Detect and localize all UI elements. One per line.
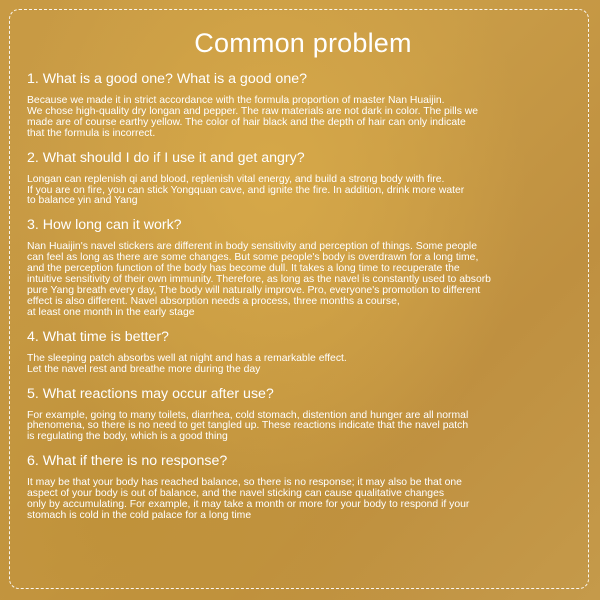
answer-line: made are of course earthy yellow. The color of hair black and the depth of hair can only indicate	[27, 116, 466, 128]
answer-line: Nan Huaijin's navel stickers are different in body sensitivity and perception of things. Some people	[27, 241, 477, 253]
answer-line: can feel as long as there are some changes. But some people's body is overdrawn for a long time,	[27, 252, 479, 264]
answer-line: We chose high-quality dry longan and pepper. The raw materials are not dark in color. The pills we	[27, 105, 479, 117]
faq-question: 3. How long can it work?	[27, 217, 182, 234]
answer-line: The sleeping patch absorbs well at night and has a remarkable effect.	[27, 352, 347, 364]
faq-section-6	[27, 453, 579, 522]
answer-line: For example, going to many toilets, diarrhea, cold stomach, distention and hunger are all normal	[27, 409, 469, 421]
answer-line: and the perception function of the body has become dull. It takes a long time to recuperate the	[27, 263, 460, 275]
answer-line: that the formula is incorrect.	[27, 127, 156, 139]
faq-question: 2. What should I do if I use it and get angry?	[27, 149, 305, 166]
faq-answer	[27, 354, 579, 376]
faq-answer	[27, 411, 579, 444]
answer-line: effect is also different. Navel absorption needs a process, three months a course,	[27, 295, 400, 307]
faq-answer	[27, 478, 579, 522]
faq-section-5	[27, 386, 579, 444]
faq-question: 5. What reactions may occur after use?	[27, 385, 274, 402]
faq-section-2	[27, 150, 579, 208]
answer-line: aspect of your body is out of balance, and the navel sticking can cause qualitative changes	[27, 488, 445, 500]
faq-question: 1. What is a good one? What is a good one?	[27, 71, 307, 87]
faq-section-3	[27, 217, 579, 318]
faq-section-1	[27, 71, 579, 140]
faq-content	[27, 28, 579, 532]
answer-line: only by accumulating. For example, it may take a month or more for your body to respond if your	[27, 499, 470, 511]
answer-line: pure Yang breath every day, The body will naturally improve. Pro, everyone's promotion to different	[27, 284, 481, 296]
faq-question: 6. What if there is no response?	[27, 453, 228, 470]
answer-line: Longan can replenish qi and blood, replenish vital energy, and build a strong body with fire.	[27, 173, 445, 185]
answer-line: Because we made it in strict accordance with the formula proportion of master Nan Huaijin.	[27, 95, 445, 106]
answer-line: intuitive sensitivity of their own immunity. Therefore, as long as the navel is constantly used to absorb	[27, 274, 491, 286]
answer-line: is regulating the body, which is a good thing	[27, 431, 228, 443]
answer-line: It may be that your body has reached balance, so there is no response; it may also be that one	[27, 477, 462, 489]
answer-line: stomach is cold in the cold palace for a long time	[27, 509, 252, 521]
answer-line: at least one month in the early stage	[27, 306, 195, 318]
answer-line: If you are on fire, you can stick Yongquan cave, and ignite the fire. In addition, drink more water	[27, 184, 465, 196]
faq-question: 4. What time is better?	[27, 328, 169, 345]
faq-answer	[27, 242, 579, 318]
faq-section-4	[27, 329, 579, 376]
page-title: Common problem	[194, 28, 412, 58]
answer-line: to balance yin and Yang	[27, 195, 138, 207]
answer-line: Let the navel rest and breathe more during the day	[27, 363, 261, 375]
faq-answer	[27, 175, 579, 208]
faq-answer	[27, 96, 579, 140]
answer-line: phenomena, so there is no need to get tangled up. These reactions indicate that the navel patch	[27, 420, 469, 432]
